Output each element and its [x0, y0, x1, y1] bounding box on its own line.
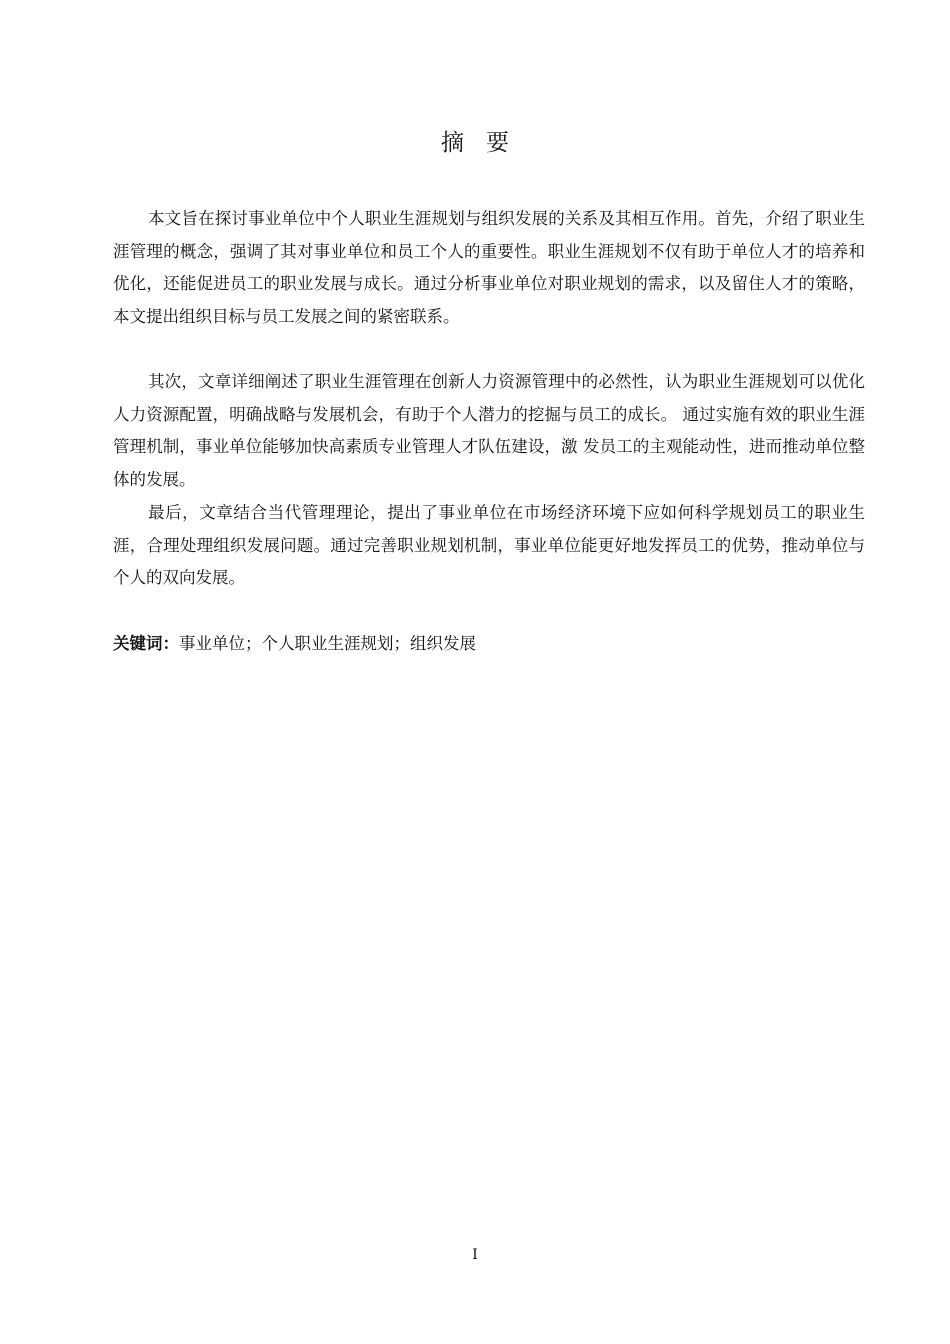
title-char-2: 要 [486, 130, 509, 156]
keywords-value: 事业单位；个人职业生涯规划；组织发展 [179, 634, 476, 653]
abstract-paragraph-1: 本文旨在探讨事业单位中个人职业生涯规划与组织发展的关系及其相互作用。首先，介绍了职业生涯管理的概念，强调了其对事业单位和员工个人的重要性。职业生涯规划不仅有助于单位人才的培养和优化，还能促进员工的职业发展与成长。通过分析事业单位对职业规划的需求，以及留住人才的策略，本文提出组织目标与员工发展之间的紧密联系。 [113, 209, 865, 326]
keywords-line [113, 630, 476, 654]
page-number: I [472, 1247, 478, 1263]
abstract-paragraph-3: 最后，文章结合当代管理理论，提出了事业单位在市场经济环境下应如何科学规划员工的职业生涯，合理处理组织发展问题。通过完善职业规划机制，事业单位能更好地发挥员工的优势，推动单位与个人的双向发展。 [113, 503, 865, 587]
title-char-1: 摘 [441, 130, 464, 156]
keywords-label: 关键词： [113, 634, 179, 653]
abstract-paragraph-2: 其次，文章详细阐述了职业生涯管理在创新人力资源管理中的必然性，认为职业生涯规划可以优化人力资源配置，明确战略与发展机会，有助于个人潜力的挖掘与员工的成长。 通过实施有效的职业生涯管理机制，事业单位能够加快高素质专业管理人才队伍建设，激 发员工的主观能动性，进而推动单位整体的发展。 [113, 372, 865, 489]
page-title [0, 124, 950, 157]
